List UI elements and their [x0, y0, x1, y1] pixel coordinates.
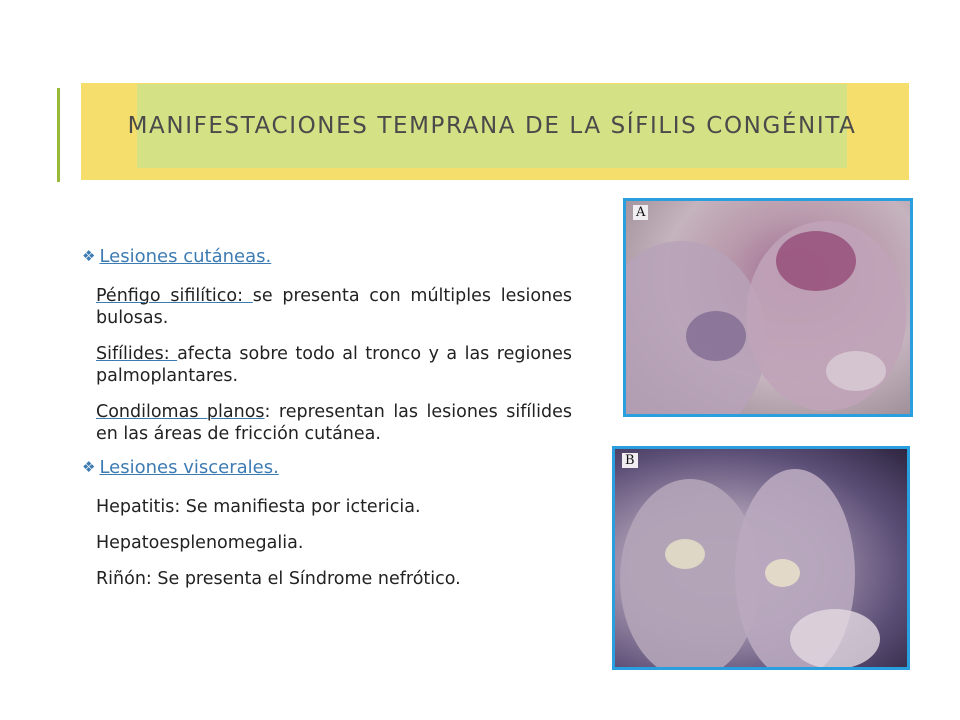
- term-label: Hepatitis:: [96, 497, 186, 517]
- section-heading-cutaneous: ❖ Lesiones cutáneas.: [82, 246, 272, 267]
- photo-label-a: A: [633, 205, 648, 220]
- photo-feet-lesions: [612, 446, 910, 670]
- list-item: [96, 568, 572, 590]
- photo-shape: [790, 609, 880, 669]
- item-text: : representan las lesiones sifílides en las áreas de fricción cutánea.: [96, 402, 572, 444]
- term-label: Hepatoesplenomegalia.: [96, 533, 304, 553]
- diamond-bullet-icon: ❖: [82, 247, 96, 265]
- photo-shape: [776, 231, 856, 291]
- photo-shape: [665, 539, 705, 569]
- slide-content: [82, 246, 572, 604]
- term-label: Sifílides:: [96, 344, 178, 364]
- photo-hands-lesions: [623, 198, 913, 417]
- term-label: Riñón:: [96, 569, 158, 589]
- list-item: [96, 532, 572, 554]
- item-text: Se presenta el Síndrome nefrótico.: [157, 569, 461, 589]
- list-item: [96, 285, 572, 329]
- photo-shape: [826, 351, 886, 391]
- photo-label-b: B: [622, 453, 638, 468]
- item-text: Se manifiesta por ictericia.: [185, 497, 421, 517]
- photo-shape: [686, 311, 746, 361]
- diamond-bullet-icon: ❖: [82, 458, 96, 476]
- photo-shape: [765, 559, 800, 587]
- term-label: Pénfigo sifilítico:: [96, 286, 253, 306]
- item-text: se presenta con múltiples lesiones bulosas.: [96, 286, 572, 328]
- term-label: Condilomas planos: [96, 402, 265, 422]
- list-item: [96, 343, 572, 387]
- section-heading-visceral: ❖ Lesiones viscerales.: [82, 457, 279, 478]
- list-item: [96, 401, 572, 445]
- item-text: afecta sobre todo al tronco y a las regiones palmoplantares.: [96, 344, 572, 386]
- title-accent-bar: [57, 88, 60, 182]
- list-item: [96, 496, 572, 518]
- slide-title: MANIFESTACIONES TEMPRANA DE LA SÍFILIS CONGÉNITA: [127, 113, 857, 139]
